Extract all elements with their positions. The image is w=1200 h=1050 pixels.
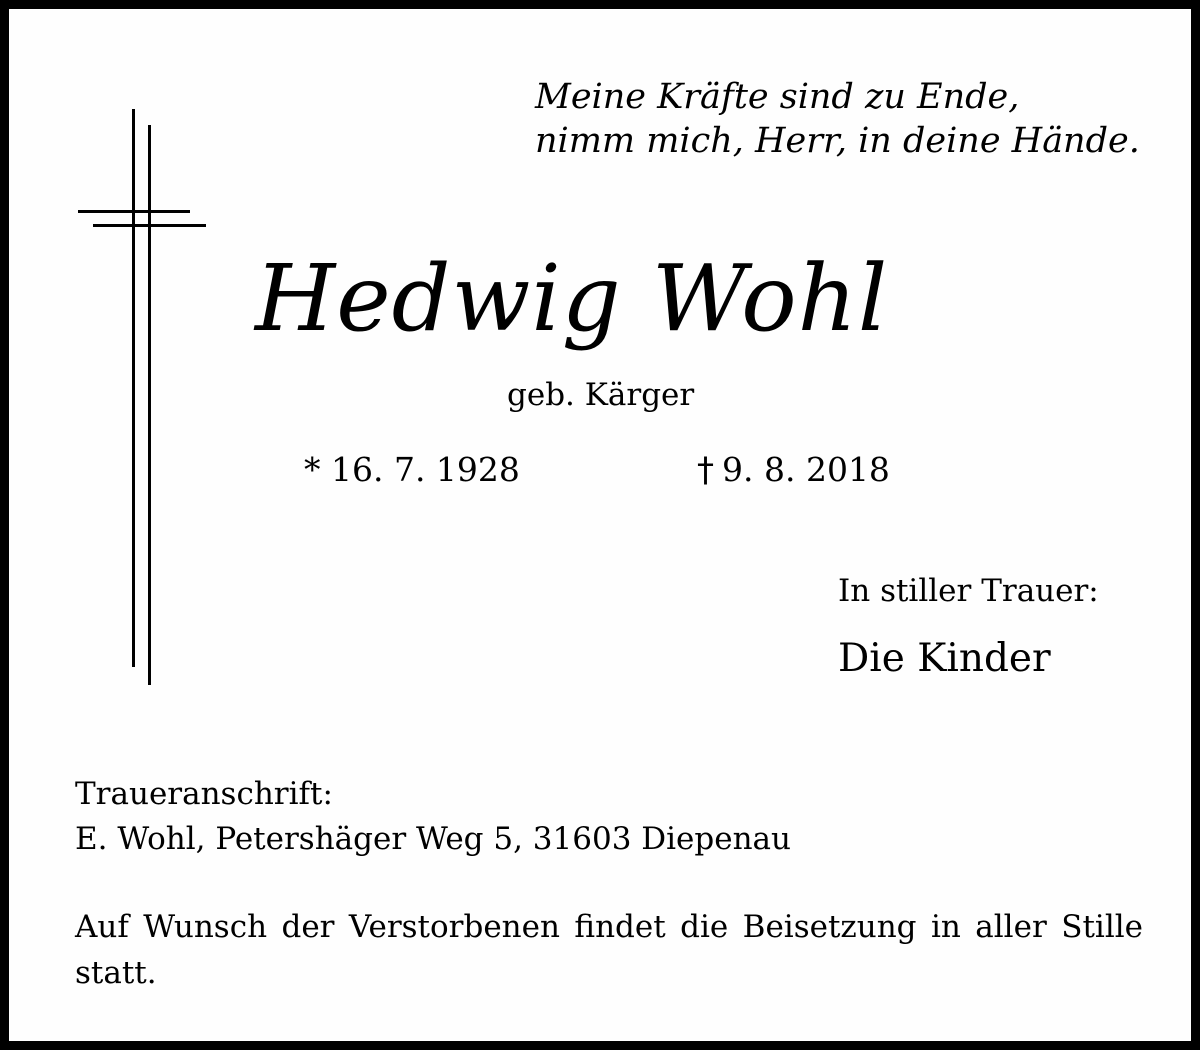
mourners: Die Kinder: [838, 636, 1051, 681]
cross-horizontal-bottom: [93, 224, 206, 227]
cross-vertical-left: [132, 109, 135, 667]
death-date-line: [697, 449, 890, 491]
mourning-label: In stiller Trauer:: [838, 573, 1099, 609]
bible-verse: [535, 75, 1140, 163]
funeral-notice: Auf Wunsch der Verstorbenen findet die Beisetzung in aller Stille statt.: [75, 909, 1143, 991]
address-label: Traueranschrift:: [75, 776, 333, 812]
deceased-name: Hedwig Wohl: [255, 245, 889, 352]
dagger-icon: †: [697, 450, 714, 490]
verse-line-2: nimm mich, Herr, in deine Hände.: [535, 121, 1140, 161]
mourning-address: E. Wohl, Petershäger Weg 5, 31603 Diepenau: [75, 821, 791, 857]
cross-horizontal-top: [78, 210, 190, 213]
birth-date: * 16. 7. 1928: [304, 450, 520, 489]
death-date: 9. 8. 2018: [722, 450, 890, 489]
cross-vertical-right: [148, 125, 151, 685]
double-line-cross-icon: [9, 9, 269, 709]
maiden-name: geb. Kärger: [507, 377, 695, 413]
verse-line-1: Meine Kräfte sind zu Ende,: [535, 77, 1020, 117]
